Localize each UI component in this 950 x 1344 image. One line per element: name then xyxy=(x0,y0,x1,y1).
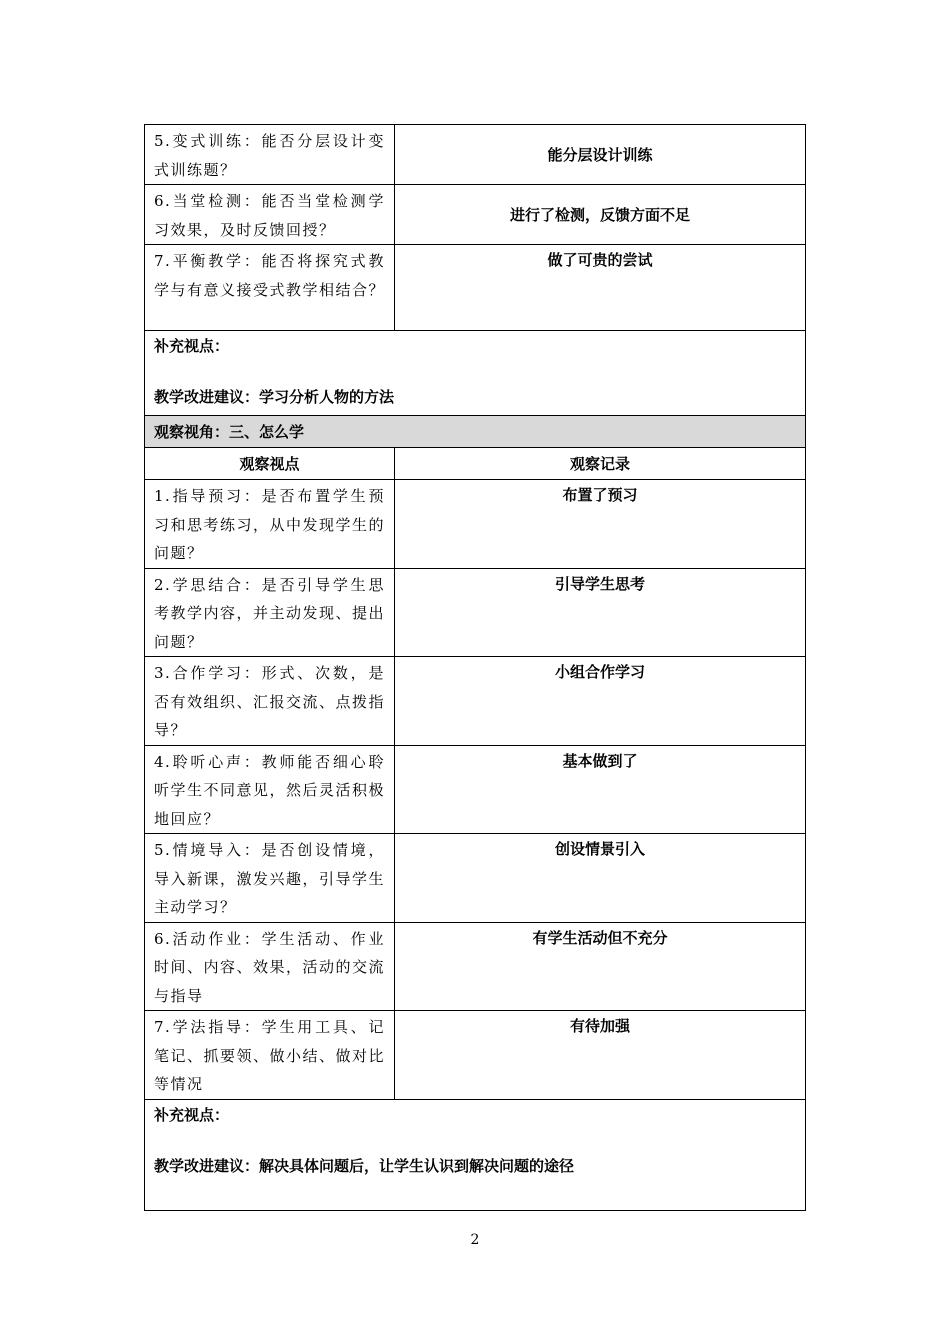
table-row xyxy=(145,245,806,331)
observation-record: 基本做到了 xyxy=(395,745,806,834)
column-header-record: 观察记录 xyxy=(395,448,806,480)
observation-record: 有待加强 xyxy=(395,1011,806,1100)
observation-point: 6.当堂检测：能否当堂检测学习效果，及时反馈回授？ xyxy=(145,185,395,245)
table-row xyxy=(145,1011,806,1100)
supplement-label: 补充视点： xyxy=(154,337,230,355)
column-header-row xyxy=(145,448,806,480)
table-row xyxy=(145,834,806,923)
observation-record: 布置了预习 xyxy=(395,480,806,569)
observation-record: 做了可贵的尝试 xyxy=(395,245,806,331)
observation-point: 7.学法指导：学生用工具、记笔记、抓要领、做小结、做对比等情况 xyxy=(145,1011,395,1100)
observation-record: 引导学生思考 xyxy=(395,568,806,657)
table-row xyxy=(145,568,806,657)
section-header-row xyxy=(145,416,806,448)
observation-record: 创设情景引入 xyxy=(395,834,806,923)
supplement-row xyxy=(145,331,806,416)
improvement-suggestion: 教学改进建议：学习分析人物的方法 xyxy=(154,388,395,406)
table-row xyxy=(145,922,806,1011)
table-row xyxy=(145,745,806,834)
table-row xyxy=(145,480,806,569)
observation-point: 2.学思结合：是否引导学生思考教学内容，并主动发现、提出问题？ xyxy=(145,568,395,657)
supplement-row xyxy=(145,1099,806,1210)
table-row xyxy=(145,125,806,185)
observation-record: 小组合作学习 xyxy=(395,657,806,746)
supplement-label: 补充视点： xyxy=(154,1105,230,1124)
observation-point: 6.活动作业：学生活动、作业时间、内容、效果，活动的交流与指导 xyxy=(145,922,395,1011)
observation-point: 1.指导预习：是否布置学生预习和思考练习，从中发现学生的问题？ xyxy=(145,480,395,569)
section-header: 观察视角：三、怎么学 xyxy=(145,416,806,448)
observation-point: 4.聆听心声：教师能否细心聆听学生不同意见，然后灵活积极地回应？ xyxy=(145,745,395,834)
observation-record: 能分层设计训练 xyxy=(395,125,806,185)
observation-point: 5.情境导入：是否创设情境，导入新课，激发兴趣，引导学生主动学习？ xyxy=(145,834,395,923)
page-number: 2 xyxy=(470,1232,480,1248)
observation-point: 5.变式训练：能否分层设计变式训练题？ xyxy=(145,125,395,185)
observation-point: 7.平衡教学：能否将探究式教学与有意义接受式教学相结合？ xyxy=(145,245,395,331)
improvement-suggestion: 教学改进建议：解决具体问题后，让学生认识到解决问题的途径 xyxy=(154,1156,575,1175)
table-row xyxy=(145,657,806,746)
observation-table xyxy=(144,124,806,1211)
table-row xyxy=(145,185,806,245)
observation-record: 有学生活动但不充分 xyxy=(395,922,806,1011)
observation-point: 3.合作学习：形式、次数，是否有效组织、汇报交流、点拨指导？ xyxy=(145,657,395,746)
observation-record: 进行了检测，反馈方面不足 xyxy=(395,185,806,245)
column-header-point: 观察视点 xyxy=(145,448,395,480)
